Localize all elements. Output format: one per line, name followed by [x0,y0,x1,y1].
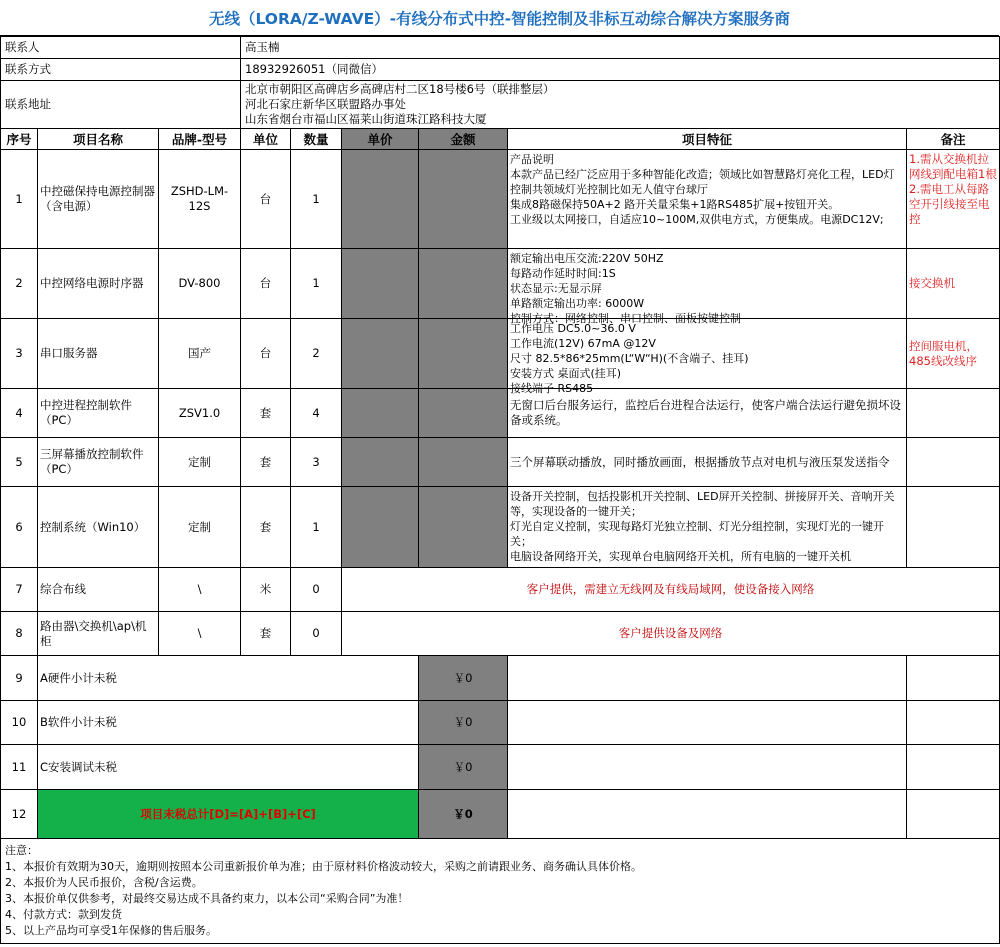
feature-line: 工作电压 DC5.0~36.0 V [510,322,636,335]
row-qty: 1 [291,249,342,319]
feature-line: 单路额定输出功率: 6000W [510,297,645,310]
row-features: 三个屏幕联动播放，同时播放画面，根据播放节点对电机与液压泵发送指令 [508,438,907,487]
row-model: DV-800 [159,249,241,319]
row-features [508,150,907,249]
table-row [1,438,1000,487]
subtotal-remark [907,745,1000,790]
contact-address-row [1,81,1000,129]
subtotal-row [1,656,1000,701]
total-label: 项目未税总计[D]=[A]+[B]+[C] [38,790,419,839]
row-amount [419,249,508,319]
feature-line: 集成8路磁保持50A+2 路开关量采集+1路RS485扩展+按钮开关。 [510,198,840,211]
contact-address-label: 联系地址 [1,81,241,129]
header-features: 项目特征 [508,129,907,150]
total-row [1,790,1000,839]
subtotal-amount: ￥0 [419,701,508,745]
row-unit-price [342,438,419,487]
total-amount: ￥0 [419,790,508,839]
row-no: 4 [1,389,38,438]
row-amount [419,487,508,568]
row-no: 7 [1,568,38,612]
row-name: 串口服务器 [38,319,159,389]
quotation-table [0,36,1000,944]
row-unit: 台 [241,319,291,389]
row-remark [907,150,1000,249]
notes-row [1,839,1000,944]
row-unit: 套 [241,389,291,438]
subtotal-amount: ￥0 [419,656,508,701]
header-remark: 备注 [907,129,1000,150]
contact-person-row [1,37,1000,59]
subtotal-features [508,656,907,701]
row-name: 控制系统（Win10） [38,487,159,568]
feature-line: 额定输出电压交流:220V 50HZ [510,252,664,265]
row-no: 3 [1,319,38,389]
row-no: 8 [1,612,38,656]
note-line: 4、付款方式：款到发货 [5,908,122,921]
header-unit: 单位 [241,129,291,150]
feature-line: 控制方式：网络控制、串口控制、面板按键控制 [510,312,742,325]
header-name: 项目名称 [38,129,159,150]
note-line: 5、以上产品均可享受1年保修的售后服务。 [5,924,217,937]
feature-line: 本款产品已经广泛应用于多种智能化改造；领域比如智慧路灯亮化工程，LED灯控制共领域灯光控制比如无人值守台球厅 [510,168,895,196]
header-row [1,129,1000,150]
subtotal-label: A硬件小计未税 [38,656,419,701]
feature-line: 安装方式 桌面式(挂耳) [510,367,622,380]
row-amount [419,389,508,438]
feature-line: 产品说明 [510,153,555,166]
row-unit: 套 [241,612,291,656]
feature-line: 电脑设备网络开关，实现单台电脑网络开关机，所有电脑的一键开关机 [510,550,852,563]
feature-line: 设备开关控制，包括投影机开关控制、LED屏开关控制、拼接屏开关、音响开关等，实现设备的一键开关； [510,490,895,518]
feature-line: 工作电流(12V) 67mA @12V [510,337,656,350]
row-remark: 控间服电机，485线改线序 [907,319,1000,389]
row-unit-price [342,487,419,568]
page-title: 无线（LORA/Z-WAVE）-有线分布式中控-智能控制及非标互动综合解决方案服务商 [0,0,999,36]
subtotal-no: 11 [1,745,38,790]
row-model: 定制 [159,487,241,568]
subtotal-label: B软件小计未税 [38,701,419,745]
subtotal-no: 10 [1,701,38,745]
row-amount [419,319,508,389]
note-line: 2、本报价为人民币报价，含税/含运费。 [5,876,203,889]
feature-line: 接线端子 RS485 [510,382,594,395]
row-qty: 0 [291,568,342,612]
note-line: 3、本报价单仅供参考，对最终交易达成不具备约束力，以本公司“采购合同”为准！ [5,892,409,905]
row-features [508,319,907,395]
table-row [1,612,1000,656]
feature-line: 尺寸 82.5*86*25mm(L“W“H)(不含端子、挂耳) [510,352,749,365]
table-row [1,150,1000,249]
row-no: 5 [1,438,38,487]
subtotal-row [1,701,1000,745]
header-qty: 数量 [291,129,342,150]
contact-phone-label: 联系方式 [1,59,241,81]
feature-line: 灯光自定义控制，实现每路灯光独立控制、灯光分组控制，实现灯光的一键开关； [510,520,885,548]
header-no: 序号 [1,129,38,150]
row-model: \ [159,612,241,656]
remark-text: 1.需从交换机拉网线到配电箱1根 2.需电工从每路空开引线接至电控 [909,152,997,226]
row-features [508,487,907,568]
notes-block [1,839,1000,944]
row-unit: 台 [241,249,291,319]
row-unit-price [342,150,419,249]
feature-line: 状态显示:无显示屏 [510,282,602,295]
row-features [508,249,907,325]
row-model: 国产 [159,319,241,389]
note-line: 1、本报价有效期为30天，逾期则按照本公司重新报价单为准；由于原材料价格波动较大，采购之前请跟业务、商务确认具体价格。 [5,860,642,873]
subtotal-label: C安装调试未税 [38,745,419,790]
row-unit-price [342,389,419,438]
row-unit: 台 [241,150,291,249]
row-name: 中控进程控制软件（PC） [38,389,159,438]
contact-phone-value: 18932926051（同微信） [241,59,1000,81]
subtotal-remark [907,701,1000,745]
row-name: 中控磁保持电源控制器（含电源） [38,150,159,249]
row-name: 路由器\交换机\ap\机柜 [38,612,159,656]
row-unit-price [342,249,419,319]
contact-phone-row [1,59,1000,81]
header-unit-price: 单价 [342,129,419,150]
note-line: 注意： [5,844,38,857]
row-no: 2 [1,249,38,319]
header-amount: 金额 [419,129,508,150]
row-unit: 套 [241,438,291,487]
table-row [1,487,1000,568]
table-row [1,249,1000,319]
row-features: 无窗口后台服务运行，监控后台进程合法运行，使客户端合法运行避免损坏设备或系统。 [508,389,907,438]
row-remark [907,389,1000,438]
contact-person-label: 联系人 [1,37,241,59]
row-qty: 3 [291,438,342,487]
address-line: 山东省烟台市福山区福莱山街道珠江路科技大厦 [245,112,487,126]
row-model: \ [159,568,241,612]
row-model: 定制 [159,438,241,487]
address-line: 河北石家庄新华区联盟路办事处 [245,97,407,111]
row-amount [419,150,508,249]
row-qty: 1 [291,487,342,568]
feature-line: 工业级以太网接口，自适应10~100M,双供电方式，方便集成。电源DC12V; [510,213,884,226]
subtotal-features [508,745,907,790]
row-remark: 接交换机 [907,249,1000,319]
table-row [1,389,1000,438]
row-model: ZSHD-LM-12S [159,150,241,249]
row-qty: 1 [291,150,342,249]
row-qty: 0 [291,612,342,656]
subtotal-features [508,701,907,745]
feature-line: 每路动作延时时间:1S [510,267,616,280]
total-no: 12 [1,790,38,839]
total-features [508,790,907,839]
row-no: 6 [1,487,38,568]
table-row [1,568,1000,612]
subtotal-amount: ￥0 [419,745,508,790]
row-unit: 米 [241,568,291,612]
row-remark [907,487,1000,568]
row-qty: 4 [291,389,342,438]
row-features: 客户提供设备及网络 [342,612,1000,656]
row-features: 客户提供，需建立无线网及有线局域网，使设备接入网络 [342,568,1000,612]
row-amount [419,438,508,487]
subtotal-row [1,745,1000,790]
header-model: 品牌-型号 [159,129,241,150]
row-remark [907,438,1000,487]
row-model: ZSV1.0 [159,389,241,438]
address-line: 北京市朝阳区高碑店乡高碑店村二区18号楼6号（联排整层） [245,82,555,96]
row-unit: 套 [241,487,291,568]
row-name: 中控网络电源时序器 [38,249,159,319]
row-no: 1 [1,150,38,249]
row-qty: 2 [291,319,342,389]
total-remark [907,790,1000,839]
contact-person-value: 高玉楠 [241,37,1000,59]
row-name: 综合布线 [38,568,159,612]
row-name: 三屏幕播放控制软件（PC） [38,438,159,487]
table-row [1,319,1000,389]
row-unit-price [342,319,419,389]
subtotal-remark [907,656,1000,701]
contact-address-value [241,81,1000,129]
subtotal-no: 9 [1,656,38,701]
